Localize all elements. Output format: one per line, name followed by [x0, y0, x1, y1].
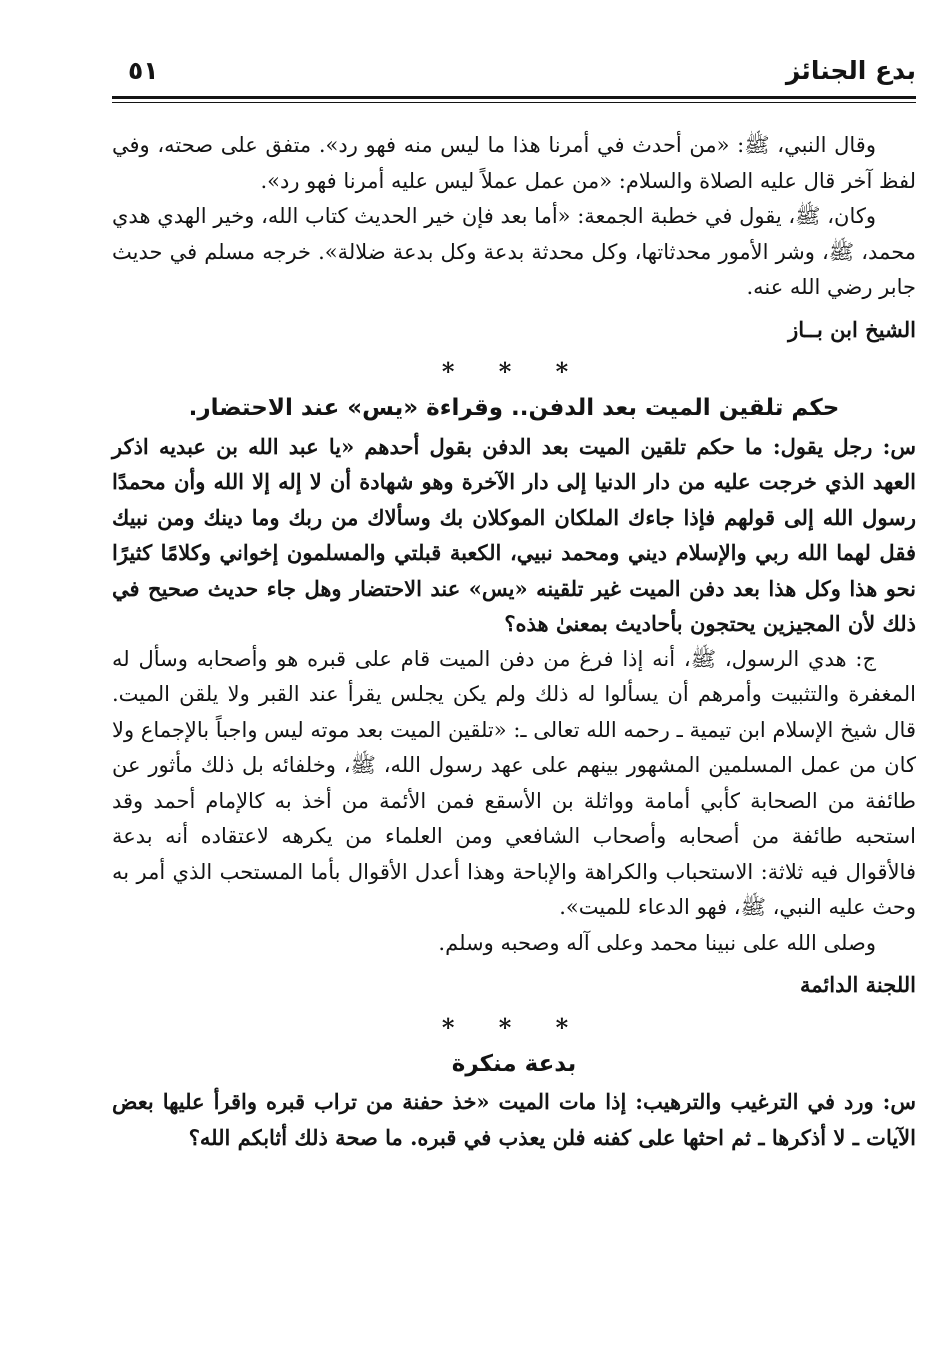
header-rule-thick — [112, 96, 916, 99]
section-heading-bidah: بدعة منكرة — [451, 1050, 577, 1077]
section-heading-talqeen: حكم تلقين الميت بعد الدفن.. وقراءة «يس» عند الاحتضار. — [188, 395, 840, 421]
hadith-paragraph-1: وقال النبي، ﷺ: «من أحدث في أمرنا هذا ما ليس منه فهو رد». متفق على صحته، وفي لفظ آخر قال عليه الصلاة والسلام: «من عمل عملاً ليس عليه أمرنا فهو رد». — [112, 133, 916, 193]
closing-salutation: وصلى الله على نبينا محمد وعلى آله وصحبه وسلم. — [438, 930, 876, 955]
signature-permanent-committee: اللجنة الدائمة — [800, 972, 916, 997]
signature-ibn-baz: الشيخ ابن بــاز — [788, 316, 916, 342]
section-divider-1: * * * — [441, 357, 587, 386]
section-divider-2: * * * — [441, 1012, 587, 1042]
page-number: ٥١ — [128, 56, 159, 85]
page-body — [112, 128, 916, 1155]
question-bidah: س: ورد في الترغيب والترهيب: إذا مات الميت «خذ حفنة من تراب قبره واقرأ عليها بعض الآيات ـ لا أذكرها ـ ثم احثها على كفنه فلن يعذب في قبره. ما صحة ذلك أثابكم الله؟ — [112, 1089, 916, 1150]
book-title: بدع الجنائز — [785, 56, 916, 85]
hadith-paragraph-2: وكان، ﷺ، يقول في خطبة الجمعة: «أما بعد فإن خير الحديث كتاب الله، وخير الهدي هدي محمد، ﷺ، وشر الأمور محدثاتها، وكل محدثة بدعة وكل بدعة ضلالة». خرجه مسلم في حديث جابر رضي الله عنه. — [112, 204, 916, 299]
header-rule-thin — [112, 102, 916, 103]
page-header — [112, 56, 916, 100]
question-talqeen: س: رجل يقول: ما حكم تلقين الميت بعد الدفن بقول أحدهم «يا عبد الله بن عبديه اذكر العهد الذي خرجت عليه من دار الدنيا إلى دار الآخرة وهو شهادة أن لا إله إلا الله وأن محمدًا رسول الله إلى قولهم فإذا جاءك الملكان الموكلان بك وسألاك من ربك وما دينك ومن نبيك فقل لهما الله ربي والإسلام ديني ومحمد نبيي، الكعبة قبلتي والمسلمون إخواني وكلامًا كثيرًا نحو هذا وكل هذا بعد دفن الميت غير تلقينه «يس» عند الاحتضار وهل جاء حديث صحيح في ذلك لأن المجيزين يحتجون بأحاديث بمعنىٰ هذه؟ — [112, 433, 916, 636]
answer-talqeen: ج: هدي الرسول، ﷺ، أنه إذا فرغ من دفن الميت قام على قبره هو وأصحابه وسأل له المغفرة والتثبيت وأمرهم أن يسألوا له ذلك ولم يكن يجلس يقرأ عند القبر ولا يلقن الميت. قال شيخ الإسلام ابن تيمية ـ رحمه الله تعالى ـ: «تلقين الميت بعد موته ليس واجباً بالإجماع ولا كان من عمل المسلمين المشهور بينهم على عهد رسول الله، ﷺ، وخلفائه بل ذلك مأثور عن طائفة من الصحابة كأبي أمامة وواثلة بن الأسقع فمن الأئمة من أخذ به كالإمام أحمد وقد استحبه طائفة من أصحابه وأصحاب الشافعي ومن العلماء من يكرهه لاعتقاده أنه بدعة فالأقوال فيه ثلاثة: الاستحباب والكراهة والإباحة وهذا أعدل الأقوال بأما المستحب الذي أمر به وحث عليه النبي، ﷺ، فهو الدعاء للميت». — [112, 646, 916, 919]
